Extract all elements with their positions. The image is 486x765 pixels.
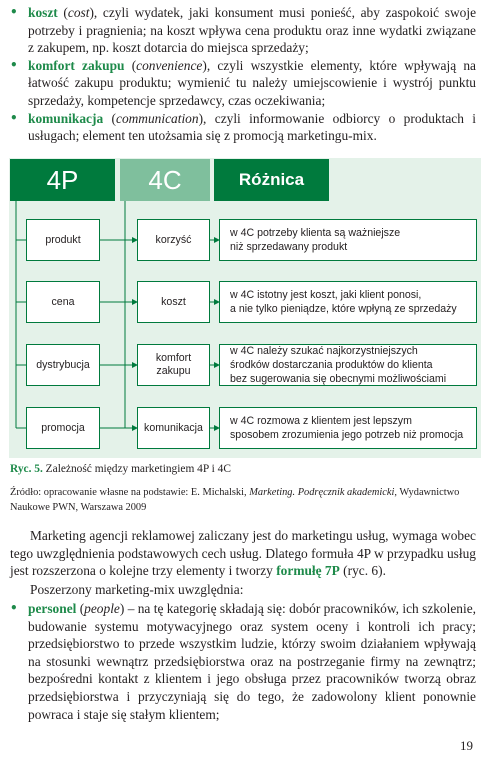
- box-komfort-zakupu: komfort zakupu: [137, 344, 210, 386]
- box-promocja: promocja: [26, 407, 100, 449]
- bullet-list-personel: [10, 600, 476, 723]
- top-bullet-list: [10, 4, 476, 145]
- box-produkt: produkt: [26, 219, 100, 261]
- bullet-personel: • personel (people) – na tę kategorię składają się: dobór pracowników, ich szkolenie, budowanie systemu motywacyjnego oraz system oceny i kontroli ich pracy; przedsiębiorstwo to przede wszystkim ludzie, którzy swoim działaniem wpływają na stosunki wewnątrz przedsiębiorstwa oraz na postrzeganie firmy na zewnątrz; bezpośredni kontakt z klientem i jego obsługa przez pracowników tworzą obraz przedsiębiorstwa i przyczyniają się do tego, że zadowolony klient ponownie powraca i staje się stałym klientem;: [10, 601, 476, 722]
- figure-caption: Ryc. 5. Zależność między marketingiem 4P i 4C: [10, 463, 231, 475]
- bullet-komunikacja: • komunikacja (communication), czyli informowanie odbiorcy o produktach i usługach; element ten utożsamia się z promocją marketingu-mix.: [10, 110, 477, 144]
- box-koszt: koszt: [137, 281, 210, 323]
- diagram-4p-4c: [9, 158, 481, 458]
- box-diff-4: w 4C rozmowa z klientem jest lepszym sposobem zrozumienia jego potrzeb niż promocja: [219, 407, 477, 449]
- paragraph-poszerzony: Poszerzony marketing-mix uwzględnia:: [30, 582, 244, 597]
- page-number: 19: [460, 738, 473, 753]
- figure-source: Źródło: opracowanie własne na podstawie: E. Michalski, Marketing. Podręcznik akademicki, Wydawnictwo Naukowe PWN, Warszawa 2009: [10, 487, 460, 513]
- box-cena: cena: [26, 281, 100, 323]
- header-4c: 4C: [120, 159, 210, 201]
- paragraph-marketing-uslug: Marketing agencji reklamowej zaliczany jest do marketingu usług, wymaga wobec tego uwzględnienia podstawowych cech usług. Dlatego formuła 4P w przypadku usług jest rozszerzona o kolejne trzy elementy i tworzy formułę 7P (ryc. 6).: [10, 528, 476, 579]
- bullet-koszt: • koszt (cost), czyli wydatek, jaki konsument musi ponieść, aby zaspokoić swoje potrzeby i pragnienia; na koszt wpływa cena produktu oraz inne wydatki związane z zakupem, np. koszt dotarcia do miejsca sprzedaży;: [10, 5, 477, 56]
- header-4p: 4P: [10, 159, 115, 201]
- box-dystrybucja: dystrybucja: [26, 344, 100, 386]
- box-diff-1: w 4C potrzeby klienta są ważniejsze niż sprzedawany produkt: [219, 219, 477, 261]
- box-diff-3: w 4C należy szukać najkorzystniejszych środków dostarczania produktów do klienta bez sugerowania się obecnymi możliwościami: [219, 344, 477, 386]
- bullet-komfort: • komfort zakupu (convenience), czyli wszystkie elementy, które wpływają na łatwość zakupu produktu; wymienić tu należy umiejscowienie i wystrój punktu sprzedaży, kompetencje sprzedawcy, czas oczekiwania;: [10, 57, 476, 108]
- box-komunikacja: komunikacja: [137, 407, 210, 449]
- header-roznica: Różnica: [214, 159, 329, 201]
- box-diff-2: w 4C istotny jest koszt, jaki klient ponosi, a nie tylko pieniądze, które wpłyną ze sprzedaży: [219, 281, 477, 323]
- box-korzysc: korzyść: [137, 219, 210, 261]
